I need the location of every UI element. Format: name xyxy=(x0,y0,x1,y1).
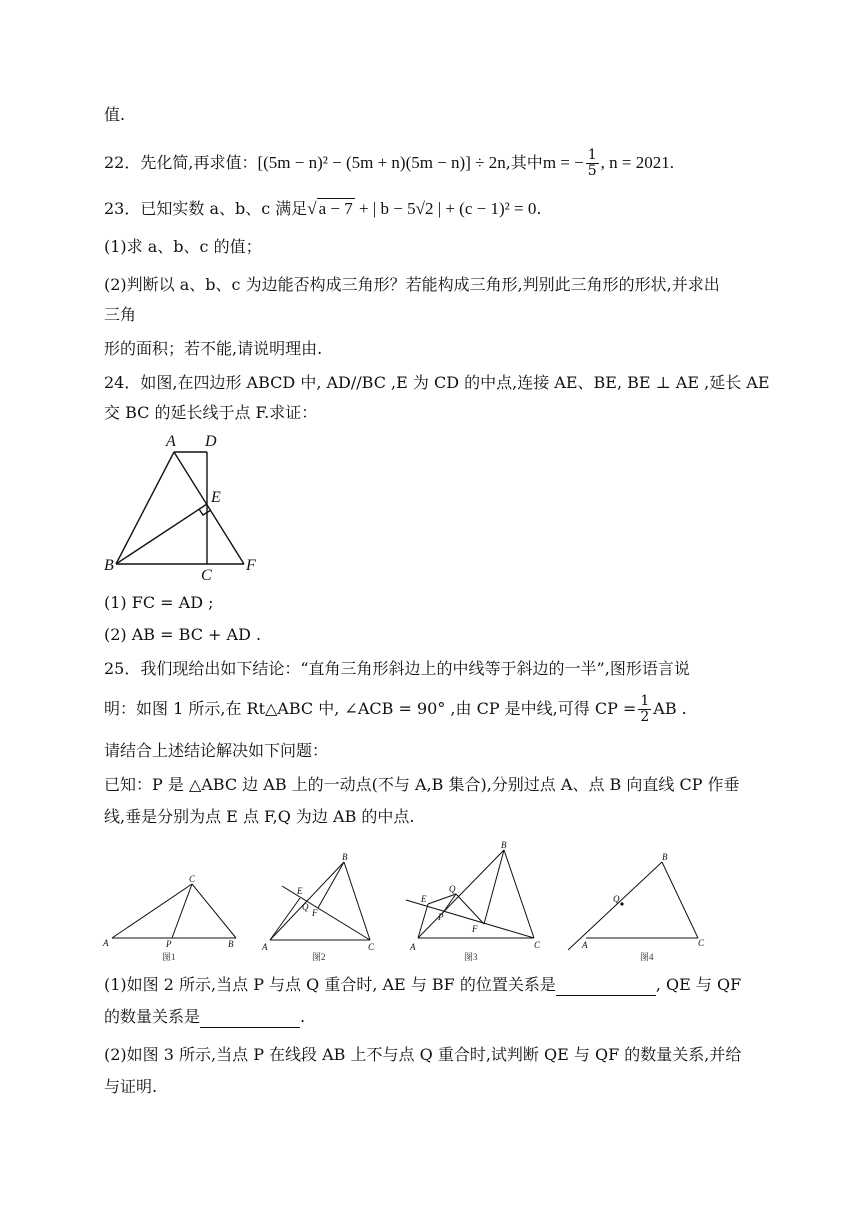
answer-blank-2[interactable] xyxy=(200,1011,300,1028)
fig3-label-e: E xyxy=(421,894,427,904)
fig1-label-a: A xyxy=(103,938,109,948)
q22-expression: [(5m − n)² − (5m + n)(5m − n)] ÷ 2n xyxy=(257,153,506,172)
fig2-label-e: E xyxy=(297,886,303,896)
q24-label-b: B xyxy=(104,557,114,574)
q25-line3: 请结合上述结论解决如下问题： xyxy=(104,741,329,760)
q24-label-f: F xyxy=(246,557,256,574)
q22-frac-num: 1 xyxy=(587,147,597,163)
q25-text2-post: AB . xyxy=(653,699,687,718)
fig3-label-a: A xyxy=(410,942,416,952)
q25-sub2-line2: 与证明. xyxy=(104,1077,158,1096)
q24-part2: (2) AB = BC + AD . xyxy=(104,625,262,644)
q25-text1: 我们现给出如下结论：“直角三角形斜边上的中线等于斜边的一半”,图形语言说 xyxy=(140,659,690,678)
q25-figures xyxy=(100,838,720,968)
fig3-label-f: F xyxy=(472,924,478,934)
q22-mid: ,其中 xyxy=(505,153,543,172)
q22-lead: 先化简,再求值： xyxy=(140,153,258,172)
fig3-label-b: B xyxy=(501,840,507,850)
q24-number: 24． xyxy=(104,373,141,392)
q25-line4: 已知：P 是 △ABC 边 AB 上的一动点(不与 A,B 集合),分别过点 A、点 B 向直线 CP 作垂 xyxy=(104,775,740,794)
q22-m-lhs: m = − xyxy=(542,153,584,172)
fig4-label-c: C xyxy=(698,938,705,948)
q24-seg-be xyxy=(116,504,207,564)
q23-end: . xyxy=(536,199,542,218)
q25-line5: 线,垂是分别为点 E 点 F,Q 为边 AB 的中点. xyxy=(104,807,415,826)
fig3-label-c: C xyxy=(534,940,541,950)
q25-number: 25． xyxy=(104,659,141,678)
q24-label-a: A xyxy=(166,433,176,450)
q24-part1: (1) FC = AD ; xyxy=(104,593,214,612)
q23-part1: (1)求 a、b、c 的值； xyxy=(104,237,262,256)
q21-tail: 值. xyxy=(104,105,126,124)
fig2-label-f: F xyxy=(312,908,318,918)
q23-radicand: a − 7 xyxy=(318,199,353,218)
q24-seg-ab xyxy=(116,452,174,564)
q25-sub1-d: . xyxy=(300,1007,306,1026)
fig2 xyxy=(270,862,370,940)
q23-sqrt-sign: √ xyxy=(307,199,317,218)
q25-line1 xyxy=(104,658,690,680)
q24-line1 xyxy=(104,372,770,394)
q25-half-den: 2 xyxy=(640,709,650,725)
q25-half-fraction xyxy=(638,694,651,725)
fig2-label-a: A xyxy=(262,942,268,952)
fig1-caption: 图1 xyxy=(162,952,176,962)
q24-seg-af xyxy=(174,452,244,564)
q25-half-num: 1 xyxy=(640,693,650,709)
fig1-label-c: C xyxy=(189,874,196,884)
q25-sub1 xyxy=(104,974,741,996)
fig4-label-b: B xyxy=(662,852,668,862)
fig4-label-q: Q xyxy=(613,894,620,904)
fig2-caption: 图2 xyxy=(312,952,326,962)
q24-text1: 如图,在四边形 ABCD 中, AD//BC ,E 为 CD 的中点,连接 AE、BE, BE ⊥ AE ,延长 AE xyxy=(140,373,770,392)
q22-fraction xyxy=(586,148,599,179)
fig3-label-q: Q xyxy=(449,884,456,894)
q25-sub2: (2)如图 3 所示,当点 P 在线段 AB 上不与点 Q 重合时,试判断 QE 与 QF 的数量关系,并给 xyxy=(104,1045,742,1064)
q24-label-e: E xyxy=(211,489,221,506)
fig4-caption: 图4 xyxy=(640,952,654,962)
q22-frac-den: 5 xyxy=(587,163,597,179)
q25-line2 xyxy=(104,694,687,725)
fig1-label-b: B xyxy=(228,939,234,949)
fig1 xyxy=(112,884,236,938)
fig4 xyxy=(568,862,698,950)
q23-lead: 已知实数 a、b、c 满足 xyxy=(140,199,308,218)
fig4-point-q xyxy=(620,902,623,905)
q25-sub1-line2 xyxy=(104,1006,305,1028)
fig2-label-q: Q xyxy=(302,902,309,912)
q23-part2: (2)判断以 a、b、c 为边能否构成三角形？若能构成三角形,判别此三角形的形状,并求出 xyxy=(104,275,720,294)
q25-sub1-c: 的数量关系是 xyxy=(104,1007,201,1026)
fig3-caption: 图3 xyxy=(464,952,478,962)
q22-line xyxy=(104,148,674,179)
fig2-label-b: B xyxy=(342,852,348,862)
q24-right-angle xyxy=(199,509,211,515)
q24-figure xyxy=(100,428,270,588)
q23-expression: + | b − 5√2 | + (c − 1)² = 0 xyxy=(354,199,537,218)
q24-label-c: C xyxy=(201,567,212,584)
fig3-label-p: P xyxy=(438,912,444,922)
q23-number: 23． xyxy=(104,199,141,218)
fig1-label-p: P xyxy=(166,939,172,949)
q25-sub1-a: (1)如图 2 所示,当点 P 与点 Q 重合时, AE 与 BF 的位置关系是 xyxy=(104,975,556,994)
fig4-label-a: A xyxy=(582,940,588,950)
q25-sub1-b: , QE 与 QF xyxy=(655,975,742,994)
q23-part2-end: 形的面积；若不能,请说明理由. xyxy=(104,339,323,358)
q23-part2-wrap: 三角 xyxy=(104,305,137,324)
q25-text2: 明：如图 1 所示,在 Rt△ABC 中, ∠ACB = 90° ,由 CP 是中线,可得 CP = xyxy=(104,699,637,718)
q23-line xyxy=(104,198,541,220)
q22-n-value: , n = 2021. xyxy=(600,153,674,172)
q22-number: 22． xyxy=(104,153,141,172)
q24-label-d: D xyxy=(205,433,217,450)
fig2-label-c: C xyxy=(368,942,375,952)
answer-blank-1[interactable] xyxy=(556,979,656,996)
q24-line2: 交 BC 的延长线于点 F.求证： xyxy=(104,403,318,422)
